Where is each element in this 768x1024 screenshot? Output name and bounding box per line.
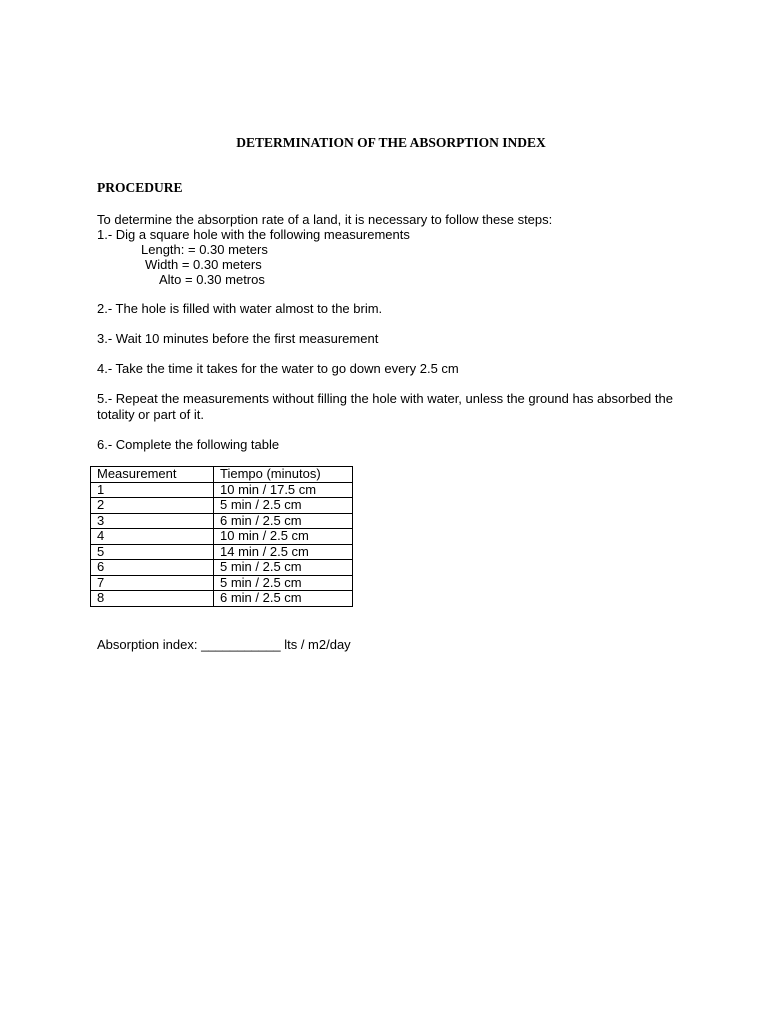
measurement-width: Width = 0.30 meters [145,257,262,272]
column-header-measurement: Measurement [91,467,214,483]
tiempo-cell: 6 min / 2.5 cm [214,591,353,607]
table-row [91,544,353,560]
table-header-row [91,467,353,483]
tiempo-cell: 14 min / 2.5 cm [214,544,353,560]
measurement-cell: 8 [91,591,214,607]
step-2: 2.- The hole is filled with water almost to the brim. [97,301,383,316]
measurement-table [90,466,353,607]
step-1: 1.- Dig a square hole with the following measurements [97,227,410,242]
tiempo-cell: 5 min / 2.5 cm [214,575,353,591]
measurement-cell: 6 [91,560,214,576]
table-row [91,560,353,576]
measurement-cell: 5 [91,544,214,560]
measurement-cell: 4 [91,529,214,545]
tiempo-cell: 5 min / 2.5 cm [214,498,353,514]
measurement-cell: 7 [91,575,214,591]
tiempo-cell: 10 min / 17.5 cm [214,482,353,498]
table-row [91,482,353,498]
measurement-cell: 3 [91,513,214,529]
table-row [91,513,353,529]
step-6: 6.- Complete the following table [97,437,280,452]
table-row [91,529,353,545]
absorption-index-line: Absorption index: ___________ lts / m2/day [97,637,351,652]
tiempo-cell: 10 min / 2.5 cm [214,529,353,545]
measurement-alto: Alto = 0.30 metros [159,272,265,287]
table-row [91,591,353,607]
table-row [91,575,353,591]
document-title: DETERMINATION OF THE ABSORPTION INDEX [236,135,546,150]
column-header-tiempo: Tiempo (minutos) [214,467,353,483]
intro-text: To determine the absorption rate of a land, it is necessary to follow these steps: [97,212,553,227]
procedure-heading: PROCEDURE [97,180,183,195]
table-row [91,498,353,514]
step-3: 3.- Wait 10 minutes before the first measurement [97,331,379,346]
measurement-length: Length: = 0.30 meters [141,242,268,257]
step-4: 4.- Take the time it takes for the water to go down every 2.5 cm [97,361,459,376]
measurement-cell: 2 [91,498,214,514]
measurement-cell: 1 [91,482,214,498]
step-5: 5.- Repeat the measurements without filling the hole with water, unless the ground has absorbed the totality or part of it. [97,391,673,422]
tiempo-cell: 5 min / 2.5 cm [214,560,353,576]
tiempo-cell: 6 min / 2.5 cm [214,513,353,529]
